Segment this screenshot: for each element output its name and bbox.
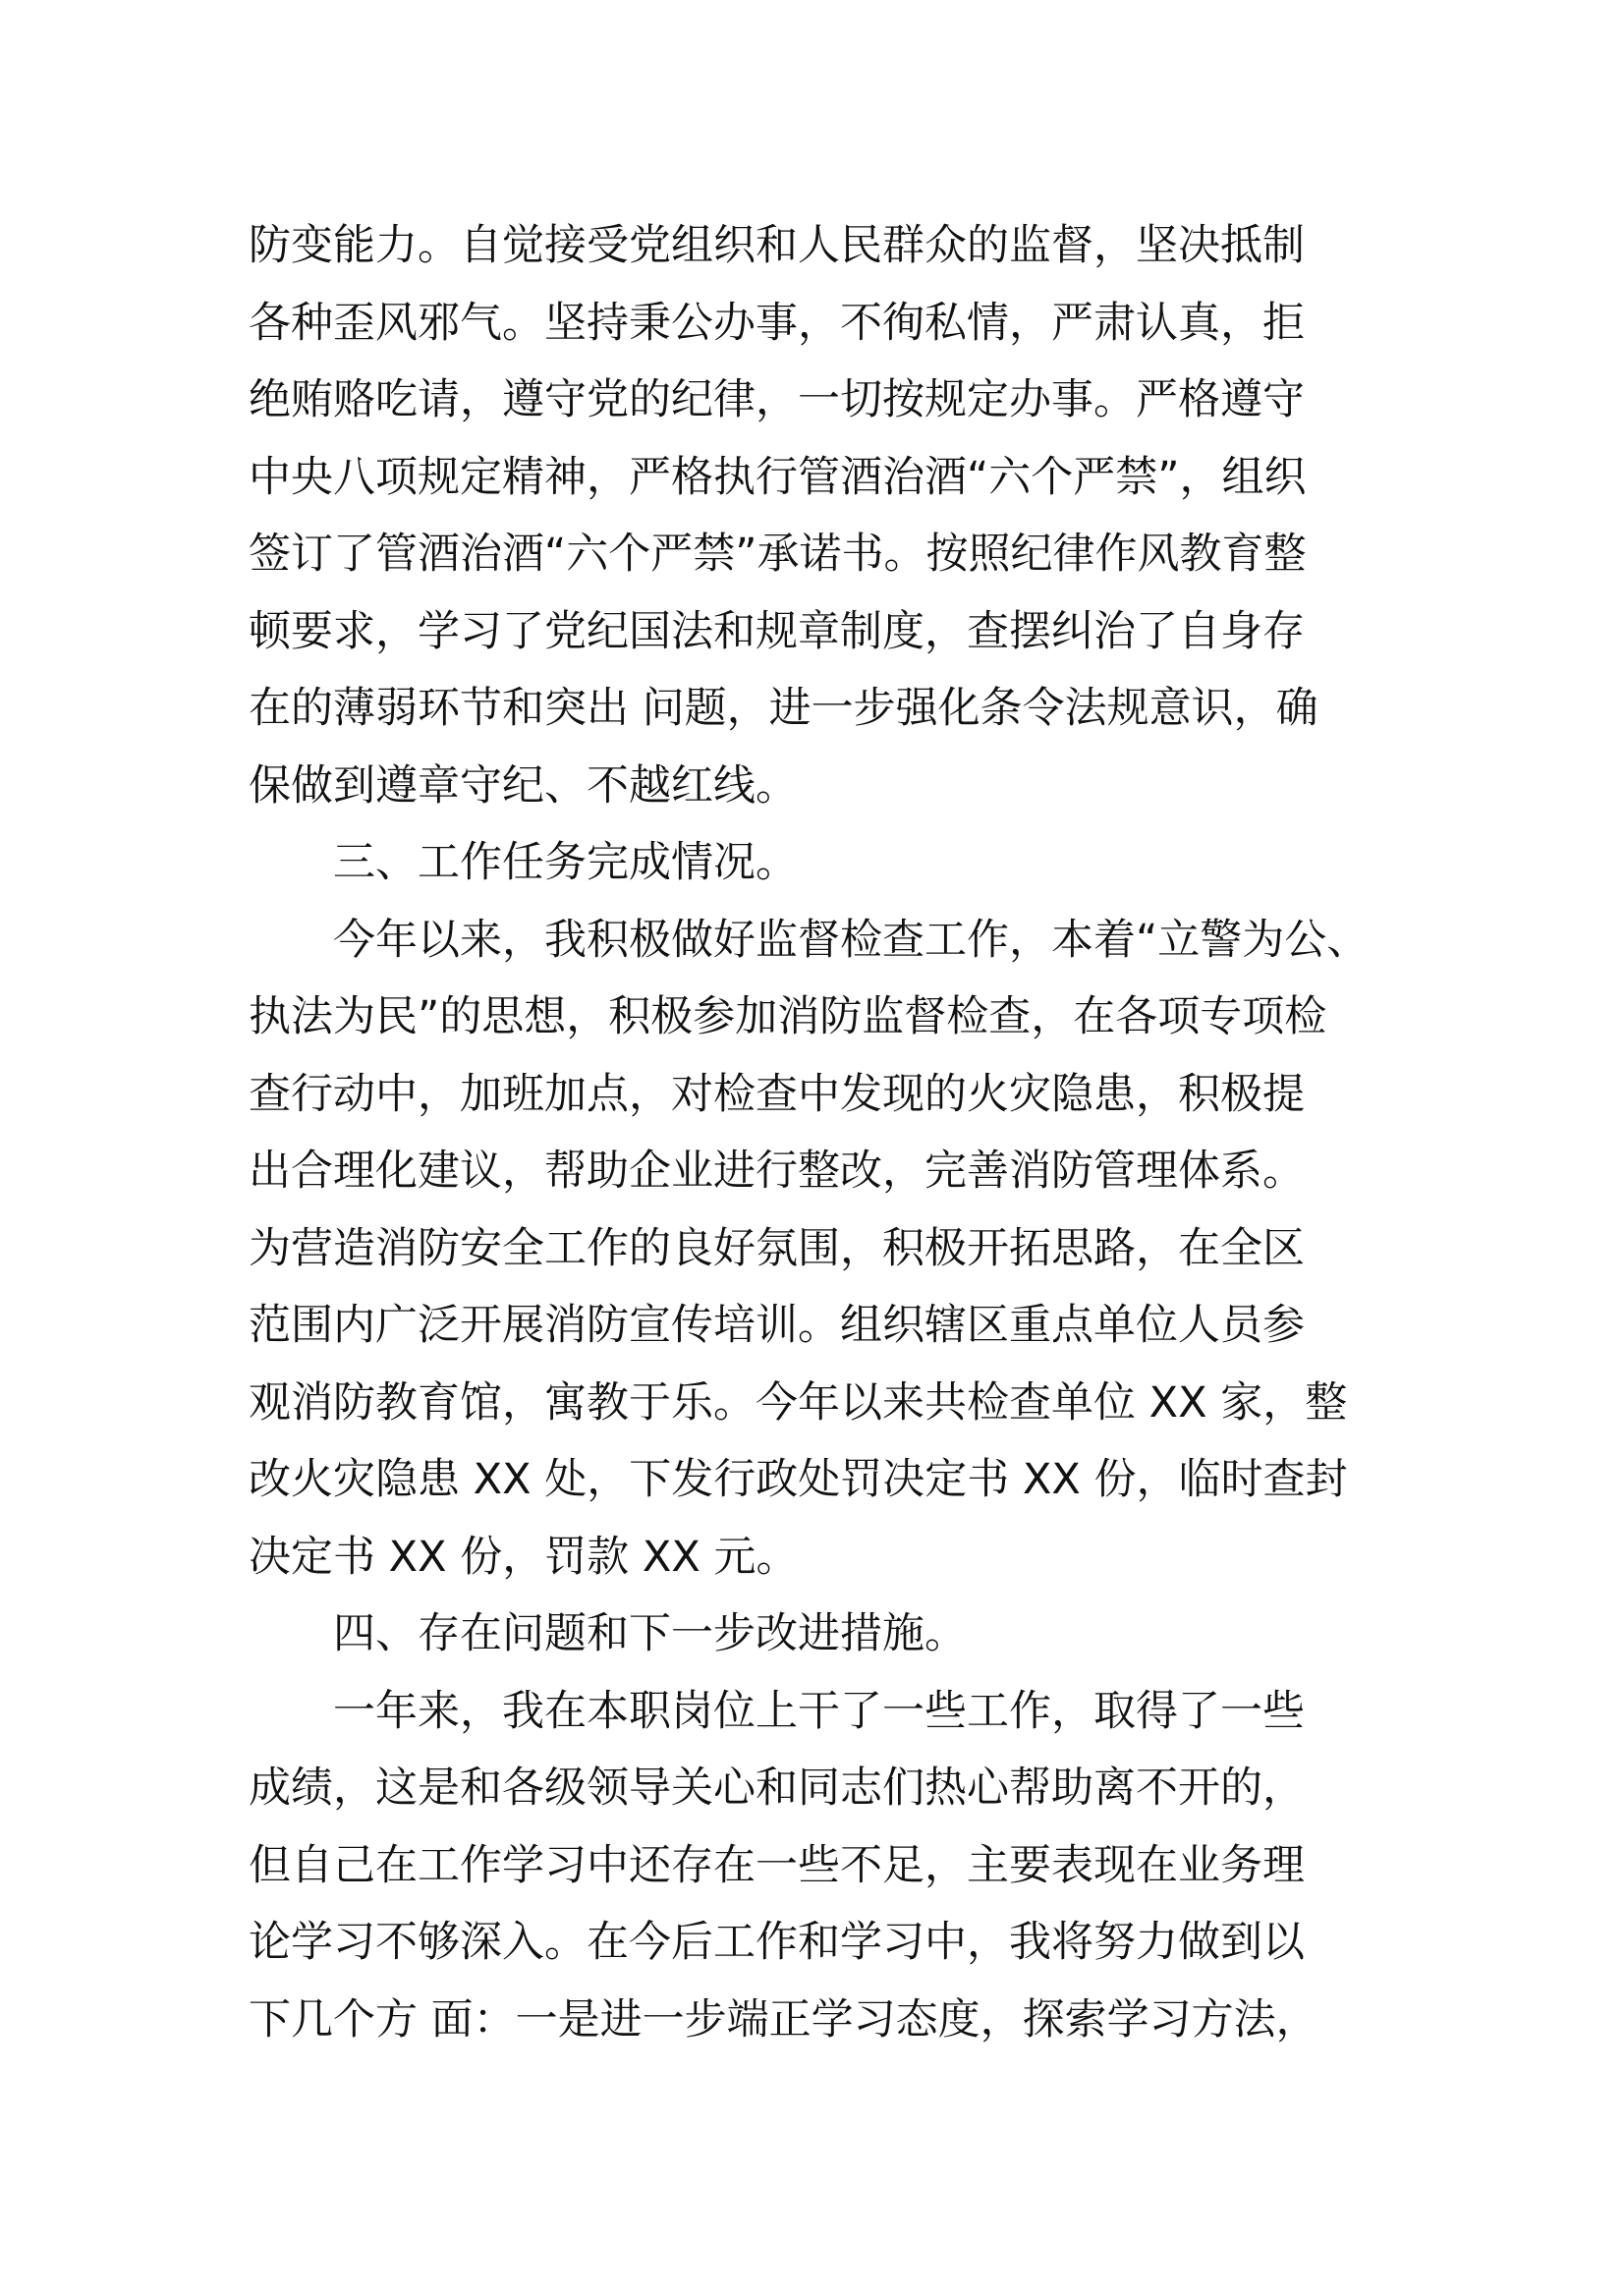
section-heading-3: 三、工作任务完成情况。 [333,838,798,887]
text-line: 改火灾隐患 XX 处，下发行政处罚决定书 XX 份，临时查封 [249,1455,1348,1504]
text-line: 执法为民”的思想，积极参加消防监督检查，在各项专项检 [249,992,1327,1041]
text-line: 在的薄弱环节和突出 问题，进一步强化条令法规意识，确 [249,684,1318,733]
text-line: 中央八项规定精神，严格执行管酒治酒“六个严禁”，组织 [249,452,1307,502]
text-line: 成绩，这是和各级领导关心和同志们热心帮助离不开的， [249,1764,1305,1813]
text-line: 下几个方 面：一是进一步端正学习态度，探索学习方法， [249,1994,1318,2044]
text-line: 保做到遵章守纪、不越红线。 [249,760,798,811]
text-line: 顿要求，学习了党纪国法和规章制度，查摆纠治了自身存 [249,606,1305,656]
text-line: 论学习不够深入。在今后工作和学习中，我将努力做到以 [249,1918,1305,1967]
text-line: 但自己在工作学习中还存在一些不足，主要表现在业务理 [249,1840,1305,1890]
text-line: 绝贿赂吃请，遵守党的纪律，一切按规定办事。严格遵守 [249,375,1305,424]
text-line: 为营造消防安全工作的良好氛围，积极开拓思路，在全区 [249,1223,1305,1273]
text-line: 签订了管酒治酒“六个严禁”承诺书。按照纪律作风教育整 [249,530,1307,579]
document-body [249,207,1408,2058]
section-heading-4: 四、存在问题和下一步改进措施。 [333,1609,967,1658]
text-line: 范围内广泛开展消防宣传培训。组织辖区重点单位人员参 [249,1301,1305,1350]
text-line: 观消防教育馆，寓教于乐。今年以来共检查单位 XX 家，整 [249,1377,1348,1428]
text-line: 各种歪风邪气。坚持秉公办事，不徇私情，严肃认真，拒 [249,298,1305,348]
text-line: 出合理化建议，帮助企业进行整改，完善消防管理体系。 [249,1147,1305,1196]
text-line: 查行动中，加班加点，对检查中发现的火灾隐患，积极提 [249,1069,1305,1119]
text-line: 防变能力。自觉接受党组织和人民群众的监督，坚决抵制 [249,221,1305,270]
text-line: 决定书 XX 份，罚款 XX 元。 [249,1532,799,1582]
paragraph-start: 一年来，我在本职岗位上干了一些工作，取得了一些 [333,1686,1305,1736]
paragraph-start: 今年以来，我积极做好监督检查工作，本着“立警为公、 [333,915,1370,965]
